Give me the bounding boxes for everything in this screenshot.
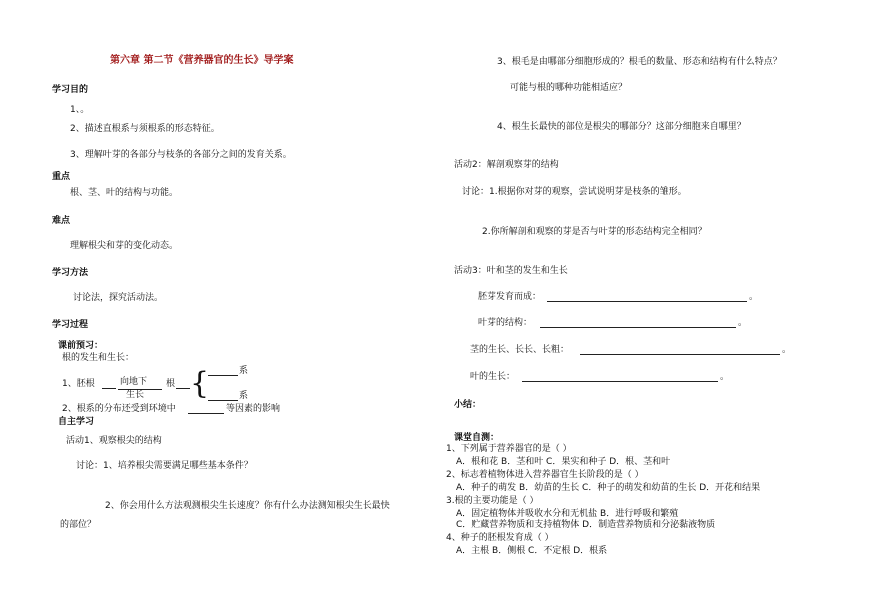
fill-3-period: 。 (782, 345, 792, 355)
key-text: 根、茎、叶的结构与功能。 (70, 188, 179, 198)
tree-sys-top: 系 (239, 366, 249, 376)
activity2: 活动2：解剖观察芽的结构 (454, 160, 559, 170)
tree-blank-bottom (208, 400, 238, 401)
fill-1-period: 。 (749, 292, 759, 302)
tree-q2: 2、根系的分布还受到环境中 (62, 404, 176, 414)
activity1: 活动1、观察根尖的结构 (66, 436, 162, 446)
fill-3-label: 茎的生长、长长、长粗： (470, 345, 570, 355)
fill-4-label: 叶的生长： (470, 372, 516, 382)
tree-blank-env (188, 413, 224, 414)
test-q1: 1、下列属于营养器官的是（ ） (446, 444, 572, 454)
page-title: 第六章 第二节《营养器官的生长》导学案 (110, 55, 294, 66)
goal-1: 1、。 (70, 105, 90, 115)
fill-1-label: 胚芽发育而成： (478, 292, 542, 302)
brace-symbol: { (190, 366, 210, 401)
activity3: 活动3：叶和茎的发生和生长 (454, 266, 568, 276)
discuss2-2: 2.你所解剖和观察的芽是否与叶芽的形态结构完全相同？ (482, 227, 707, 237)
tree-blank-top (208, 375, 238, 376)
tree-q1-prefix: 1、胚根 (62, 379, 95, 389)
method-heading: 学习方法 (52, 268, 89, 278)
difficult-text: 理解根尖和芽的变化动态。 (70, 241, 179, 251)
fill-1-blank[interactable] (547, 301, 747, 302)
tree-down: 向地下 (120, 377, 148, 387)
test-q3-options-1: A．固定植物体并吸收水分和无机盐 B．进行呼吸和繁殖 (456, 509, 679, 519)
goal-3: 3、理解叶芽的各部分与枝条的各部分之间的发育关系。 (70, 150, 292, 160)
key-heading: 重点 (52, 172, 71, 182)
test-q2: 2、标志着植物体进入营养器官生长阶段的是（ ） (446, 470, 644, 480)
discuss1: 讨论：1、培养根尖需要满足哪些基本条件？ (76, 461, 253, 471)
test-q4: 4、种子的胚根发育成（ ） (446, 533, 554, 543)
fill-2-blank[interactable] (540, 327, 736, 328)
difficult-heading: 难点 (52, 216, 71, 226)
tree-root: 根 (166, 379, 176, 389)
goals-heading: 学习目的 (52, 85, 89, 95)
summary-label: 小结： (454, 400, 482, 410)
fill-3-blank[interactable] (580, 354, 780, 355)
test-q1-options: A．根和花 B．茎和叶 C．果实和种子 D．根、茎和叶 (456, 457, 671, 467)
q4: 4、根生长最快的部位是根尖的哪部分？这部分细胞来自哪里？ (497, 122, 746, 132)
tree-q2-end: 等因素的影响 (226, 404, 281, 414)
tree-blank-2 (176, 388, 190, 389)
preview-heading: 课前预习： (58, 341, 104, 351)
goal-2: 2、描述直根系与须根系的形态特征。 (70, 124, 220, 134)
tree-sys-bottom: 系 (239, 391, 249, 401)
fill-2-label: 叶芽的结构： (478, 318, 533, 328)
test-q4-options: A．主根 B．侧根 C．不定根 D．根系 (456, 546, 608, 556)
preview-subhead: 根的发生和生长： (62, 353, 135, 363)
q2-line1: 2、你会用什么方法观测根尖生长速度？你有什么办法测知根尖生长最快 (105, 501, 390, 511)
q2-line2: 的部位？ (60, 520, 97, 530)
method-text: 讨论法，探究活动法。 (73, 293, 164, 303)
fill-4-blank[interactable] (522, 381, 718, 382)
tree-blank-1 (102, 388, 116, 389)
test-q3: 3.根的主要功能是（ ） (446, 496, 539, 506)
fill-4-period: 。 (720, 372, 730, 382)
test-heading: 课堂自测： (454, 433, 500, 443)
test-q2-options: A．种子的萌发 B．幼苗的生长 C．种子的萌发和幼苗的生长 D．开花和结果 (456, 483, 761, 493)
tree-grow: 生长 (126, 390, 145, 400)
discuss2-1: 讨论：1.根据你对芽的观察，尝试说明芽是枝条的雏形。 (462, 187, 687, 197)
test-q3-options-2: C．贮藏营养物质和支持植物体 D．制造营养物质和分泌黏液物质 (456, 520, 716, 530)
q3-line2: 可能与根的哪种功能相适应？ (510, 83, 628, 93)
self-heading: 自主学习 (58, 417, 95, 427)
q3-line1: 3、根毛是由哪部分细胞形成的？根毛的数量、形态和结构有什么特点？ (497, 57, 782, 67)
process-heading: 学习过程 (52, 320, 89, 330)
fill-2-period: 。 (738, 318, 748, 328)
